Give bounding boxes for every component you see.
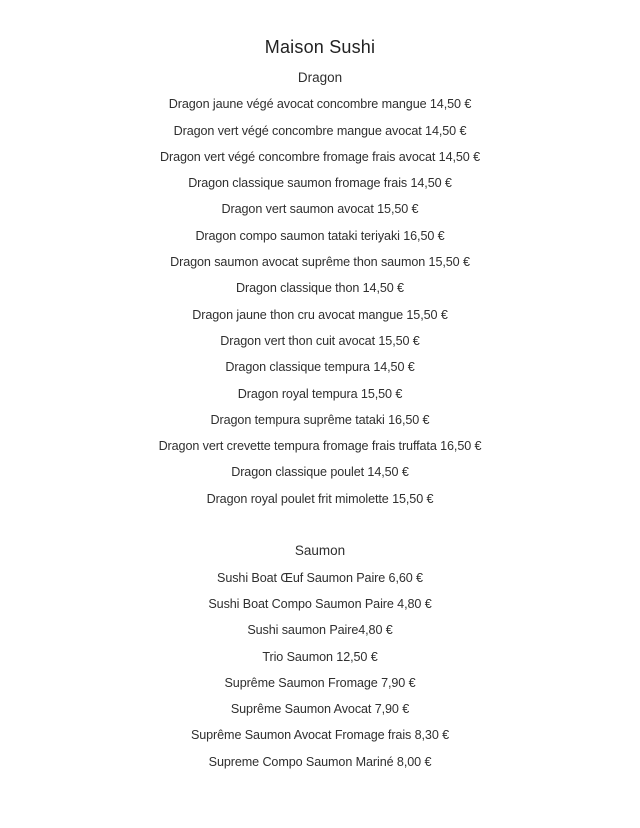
menu-item: Sushi Boat Compo Saumon Paire 4,80 € bbox=[208, 596, 432, 611]
menu-item: Dragon vert thon cuit avocat 15,50 € bbox=[220, 333, 420, 348]
menu-item: Sushi Boat Œuf Saumon Paire 6,60 € bbox=[217, 570, 423, 585]
menu-item: Suprême Saumon Fromage 7,90 € bbox=[224, 675, 416, 690]
menu-item: Suprême Saumon Avocat Fromage frais 8,30 € bbox=[190, 728, 450, 743]
menu-item: Dragon vert crevette tempura fromage frais truffata 16,50 € bbox=[158, 439, 482, 454]
menu-item: Suprême Saumon Avocat 7,90 € bbox=[230, 702, 410, 717]
section-title: Saumon bbox=[294, 543, 346, 559]
menu-section-dragon bbox=[0, 65, 640, 512]
menu-item: Dragon tempura suprême tataki 16,50 € bbox=[210, 412, 430, 427]
menu-section-saumon bbox=[0, 538, 640, 775]
menu-item: Sushi saumon Paire4,80 € bbox=[247, 623, 393, 638]
menu-sections bbox=[0, 65, 640, 775]
menu-item: Dragon jaune thon cru avocat mangue 15,50 € bbox=[192, 307, 448, 322]
menu-item: Dragon classique poulet 14,50 € bbox=[231, 465, 409, 480]
menu-item: Dragon vert végé concombre fromage frais avocat 14,50 € bbox=[159, 149, 480, 164]
menu-item: Dragon classique saumon fromage frais 14,50 € bbox=[188, 176, 452, 191]
menu-item: Dragon royal poulet frit mimolette 15,50 € bbox=[206, 491, 434, 506]
page-title: Maison Sushi bbox=[264, 37, 376, 57]
menu-item: Dragon classique thon 14,50 € bbox=[236, 281, 404, 296]
section-title: Dragon bbox=[297, 70, 343, 85]
menu-item: Dragon compo saumon tataki teriyaki 16,50 € bbox=[195, 228, 445, 243]
menu-item: Dragon royal tempura 15,50 € bbox=[237, 386, 403, 401]
menu-item: Dragon vert saumon avocat 15,50 € bbox=[221, 202, 419, 217]
menu-item: Dragon jaune végé avocat concombre mangue 14,50 € bbox=[168, 97, 472, 112]
menu-item: Dragon vert végé concombre mangue avocat 14,50 € bbox=[173, 123, 467, 138]
menu-item: Supreme Compo Saumon Mariné 8,00 € bbox=[208, 754, 432, 769]
menu-item: Dragon classique tempura 14,50 € bbox=[225, 360, 415, 375]
menu-item: Trio Saumon 12,50 € bbox=[262, 649, 378, 664]
menu-item: Dragon saumon avocat suprême thon saumon 15,50 € bbox=[170, 255, 470, 270]
